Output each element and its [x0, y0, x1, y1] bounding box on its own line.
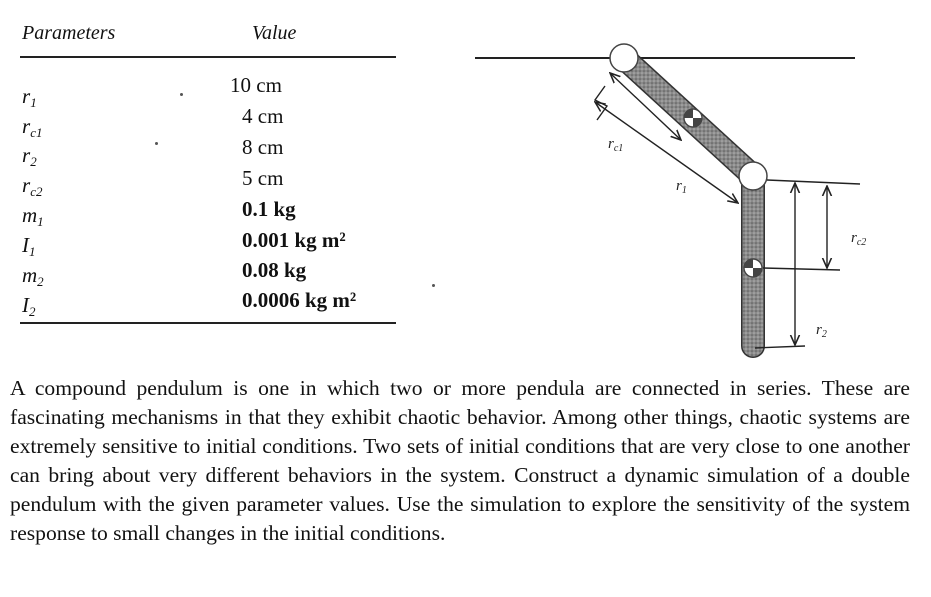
problem-paragraph: A compound pendulum is one in which two or more pendula are connected in series. These are fascinating mechanisms in that they exhibit chaotic behavior. Among other things, chaotic systems are extremely sensitive to initial conditions. Two sets of initial conditions that are very close to one another can bring about very different behaviors in the system. Construct a dynamic simulation of a double pendulum with the given parameter values. Use the simulation to explore the sensitivity of the system response to small changes in the initial conditions.	[10, 376, 910, 545]
param-symbol: $m_1$	[22, 203, 44, 229]
extension-top	[767, 180, 860, 184]
param-value: 5 cm	[242, 166, 284, 190]
table-top-rule	[20, 56, 396, 58]
label-r2: $r_2$	[816, 322, 827, 340]
extension-mid	[763, 268, 840, 270]
param-value: 10 cm	[230, 73, 282, 97]
param-symbol: $r_{c2}$	[22, 173, 43, 199]
label-rc1: $r_{c1}$	[608, 136, 624, 154]
label-r1: $r_1$	[676, 178, 687, 196]
scan-speck	[432, 284, 435, 287]
value-header: Value	[252, 22, 297, 44]
table-bottom-rule	[20, 322, 396, 324]
param-symbol: $m_2$	[22, 263, 44, 289]
param-symbol: $r_1$	[22, 84, 37, 110]
param-symbol: $r_2$	[22, 143, 37, 169]
param-symbol: $I_1$	[22, 233, 36, 259]
scan-speck	[155, 142, 158, 145]
param-symbol: $r_{c1}$	[22, 114, 43, 140]
param-value: 0.1 kg	[242, 197, 296, 221]
param-value: 0.001 kg m²	[242, 228, 346, 252]
param-symbol: $I_2$	[22, 293, 36, 319]
top-pivot	[610, 44, 638, 72]
label-rc2: $r_{c2}$	[851, 230, 867, 248]
param-value: 0.0006 kg m²	[242, 288, 357, 312]
param-value: 4 cm	[242, 104, 284, 128]
scan-speck	[180, 93, 183, 96]
param-value: 0.08 kg	[242, 258, 307, 282]
param-value: 8 cm	[242, 135, 284, 159]
double-pendulum-diagram	[455, 18, 875, 363]
parameters-header: Parameters	[22, 22, 116, 44]
middle-joint	[739, 162, 767, 190]
com-2-marker	[744, 259, 762, 277]
com-1-marker	[684, 109, 702, 127]
